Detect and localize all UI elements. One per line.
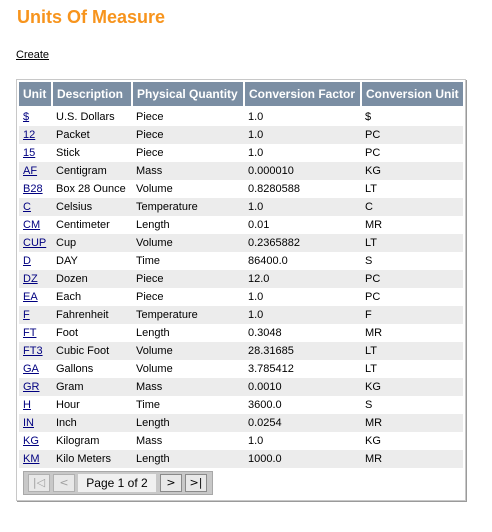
cell-physical-quantity: Mass <box>132 432 244 450</box>
cell-description: Centigram <box>52 162 132 180</box>
unit-link[interactable]: CUP <box>23 237 47 249</box>
create-link[interactable]: Create <box>16 49 50 61</box>
cell-conversion-factor: 0.8280588 <box>244 180 361 198</box>
cell-conversion-factor: 0.01 <box>244 216 361 234</box>
cell-conversion-unit: S <box>361 252 463 270</box>
cell-unit <box>19 378 52 396</box>
cell-conversion-factor: 1.0 <box>244 126 361 144</box>
cell-physical-quantity: Piece <box>132 126 244 144</box>
cell-physical-quantity: Piece <box>132 144 244 162</box>
unit-link[interactable]: B28 <box>23 183 43 195</box>
cell-conversion-unit: MR <box>361 216 463 234</box>
cell-unit <box>19 342 52 360</box>
cell-unit <box>19 360 52 378</box>
cell-physical-quantity: Volume <box>132 234 244 252</box>
cell-conversion-unit: KG <box>361 378 463 396</box>
cell-conversion-factor: 0.2365882 <box>244 234 361 252</box>
cell-unit <box>19 162 52 180</box>
cell-description: Fahrenheit <box>52 306 132 324</box>
cell-conversion-factor: 0.0010 <box>244 378 361 396</box>
cell-unit <box>19 216 52 234</box>
cell-physical-quantity: Temperature <box>132 306 244 324</box>
pagination-bar <box>23 471 213 495</box>
column-header-conversion-unit[interactable]: Conversion Unit <box>361 82 463 107</box>
last-page-button[interactable] <box>185 474 207 492</box>
cell-unit <box>19 306 52 324</box>
cell-physical-quantity: Volume <box>132 360 244 378</box>
cell-physical-quantity: Time <box>132 252 244 270</box>
unit-link[interactable]: C <box>23 201 31 213</box>
cell-conversion-unit: PC <box>361 144 463 162</box>
cell-conversion-factor: 1000.0 <box>244 450 361 468</box>
previous-page-button[interactable] <box>53 474 75 492</box>
cell-unit <box>19 270 52 288</box>
cell-physical-quantity: Length <box>132 216 244 234</box>
next-page-icon: > <box>166 476 176 489</box>
unit-link[interactable]: KM <box>23 453 40 465</box>
cell-conversion-unit: C <box>361 198 463 216</box>
cell-unit <box>19 144 52 162</box>
cell-unit <box>19 414 52 432</box>
unit-link[interactable]: GR <box>23 381 40 393</box>
table-row <box>19 252 463 270</box>
page-indicator: Page 1 of 2 <box>78 474 156 492</box>
unit-link[interactable]: D <box>23 255 31 267</box>
last-page-icon: >| <box>189 476 203 489</box>
table-row <box>19 324 463 342</box>
unit-link[interactable]: CM <box>23 219 41 231</box>
cell-conversion-unit: F <box>361 306 463 324</box>
cell-physical-quantity: Piece <box>132 107 244 126</box>
table-row <box>19 180 463 198</box>
table-row <box>19 360 463 378</box>
cell-conversion-factor: 0.0254 <box>244 414 361 432</box>
cell-description: Celsius <box>52 198 132 216</box>
cell-physical-quantity: Piece <box>132 288 244 306</box>
cell-unit <box>19 107 52 126</box>
table-row <box>19 450 463 468</box>
unit-link[interactable]: 12 <box>23 129 36 141</box>
first-page-button[interactable] <box>28 474 50 492</box>
cell-physical-quantity: Length <box>132 450 244 468</box>
cell-conversion-unit: LT <box>361 360 463 378</box>
table-row <box>19 378 463 396</box>
unit-link[interactable]: DZ <box>23 273 38 285</box>
table-row <box>19 288 463 306</box>
cell-description: Gram <box>52 378 132 396</box>
cell-unit <box>19 126 52 144</box>
unit-link[interactable]: 15 <box>23 147 36 159</box>
cell-conversion-unit: PC <box>361 288 463 306</box>
page-title: Units Of Measure <box>17 7 166 27</box>
unit-link[interactable]: IN <box>23 417 34 429</box>
table-row <box>19 342 463 360</box>
unit-link[interactable]: F <box>23 309 30 321</box>
cell-physical-quantity: Volume <box>132 342 244 360</box>
cell-conversion-unit: MR <box>361 414 463 432</box>
previous-page-icon: < <box>59 476 69 489</box>
cell-unit <box>19 288 52 306</box>
cell-conversion-unit: KG <box>361 162 463 180</box>
cell-description: Inch <box>52 414 132 432</box>
cell-unit <box>19 198 52 216</box>
table-row <box>19 198 463 216</box>
cell-description: Kilogram <box>52 432 132 450</box>
units-grid-panel <box>16 79 466 501</box>
unit-link[interactable]: EA <box>23 291 38 303</box>
cell-unit <box>19 252 52 270</box>
cell-unit <box>19 450 52 468</box>
cell-conversion-factor: 1.0 <box>244 107 361 126</box>
next-page-button[interactable] <box>160 474 182 492</box>
cell-conversion-unit: MR <box>361 324 463 342</box>
cell-description: Packet <box>52 126 132 144</box>
cell-unit <box>19 234 52 252</box>
cell-conversion-factor: 28.31685 <box>244 342 361 360</box>
cell-conversion-factor: 3600.0 <box>244 396 361 414</box>
table-row <box>19 107 463 126</box>
cell-physical-quantity: Mass <box>132 162 244 180</box>
cell-description: Hour <box>52 396 132 414</box>
unit-link[interactable]: H <box>23 399 31 411</box>
cell-conversion-factor: 0.000010 <box>244 162 361 180</box>
cell-conversion-unit: KG <box>361 432 463 450</box>
table-body <box>19 107 463 468</box>
table-header-row <box>19 82 463 107</box>
cell-physical-quantity: Piece <box>132 270 244 288</box>
cell-description: Box 28 Ounce <box>52 180 132 198</box>
cell-description: Each <box>52 288 132 306</box>
cell-description: Cubic Foot <box>52 342 132 360</box>
cell-description: Gallons <box>52 360 132 378</box>
cell-unit <box>19 180 52 198</box>
cell-conversion-unit: $ <box>361 107 463 126</box>
cell-conversion-factor: 3.785412 <box>244 360 361 378</box>
cell-unit <box>19 432 52 450</box>
cell-conversion-unit: LT <box>361 342 463 360</box>
column-header-unit[interactable]: Unit <box>19 82 52 107</box>
cell-conversion-unit: LT <box>361 234 463 252</box>
unit-link[interactable]: GA <box>23 363 39 375</box>
cell-conversion-factor: 86400.0 <box>244 252 361 270</box>
cell-conversion-unit: LT <box>361 180 463 198</box>
cell-unit <box>19 324 52 342</box>
cell-physical-quantity: Length <box>132 324 244 342</box>
table-row <box>19 144 463 162</box>
unit-link[interactable]: FT <box>23 327 37 339</box>
table-row <box>19 396 463 414</box>
unit-link[interactable]: FT3 <box>23 345 43 357</box>
unit-link[interactable]: KG <box>23 435 39 447</box>
table-row <box>19 162 463 180</box>
table-row <box>19 306 463 324</box>
cell-description: Kilo Meters <box>52 450 132 468</box>
cell-physical-quantity: Time <box>132 396 244 414</box>
cell-conversion-unit: S <box>361 396 463 414</box>
cell-conversion-factor: 1.0 <box>244 144 361 162</box>
cell-description: Cup <box>52 234 132 252</box>
cell-conversion-factor: 0.3048 <box>244 324 361 342</box>
cell-description: Stick <box>52 144 132 162</box>
table-row <box>19 270 463 288</box>
unit-link[interactable]: $ <box>23 111 30 123</box>
cell-conversion-unit: PC <box>361 270 463 288</box>
column-header-description[interactable]: Description <box>52 82 132 107</box>
cell-description: Foot <box>52 324 132 342</box>
cell-physical-quantity: Volume <box>132 180 244 198</box>
cell-conversion-unit: MR <box>361 450 463 468</box>
cell-conversion-factor: 12.0 <box>244 270 361 288</box>
cell-conversion-factor: 1.0 <box>244 288 361 306</box>
cell-unit <box>19 396 52 414</box>
cell-description: U.S. Dollars <box>52 107 132 126</box>
column-header-physical-quantity[interactable]: Physical Quantity <box>132 82 244 107</box>
cell-physical-quantity: Mass <box>132 378 244 396</box>
first-page-icon: |◁ <box>32 476 46 489</box>
unit-link[interactable]: AF <box>23 165 38 177</box>
column-header-conversion-factor[interactable]: Conversion Factor <box>244 82 361 107</box>
table-row <box>19 432 463 450</box>
table-row <box>19 216 463 234</box>
table-row <box>19 126 463 144</box>
cell-description: Centimeter <box>52 216 132 234</box>
cell-description: DAY <box>52 252 132 270</box>
table-row <box>19 234 463 252</box>
units-table <box>19 82 463 468</box>
cell-physical-quantity: Temperature <box>132 198 244 216</box>
cell-physical-quantity: Length <box>132 414 244 432</box>
table-row <box>19 414 463 432</box>
cell-conversion-factor: 1.0 <box>244 432 361 450</box>
cell-conversion-factor: 1.0 <box>244 306 361 324</box>
cell-conversion-unit: PC <box>361 126 463 144</box>
cell-description: Dozen <box>52 270 132 288</box>
cell-conversion-factor: 1.0 <box>244 198 361 216</box>
